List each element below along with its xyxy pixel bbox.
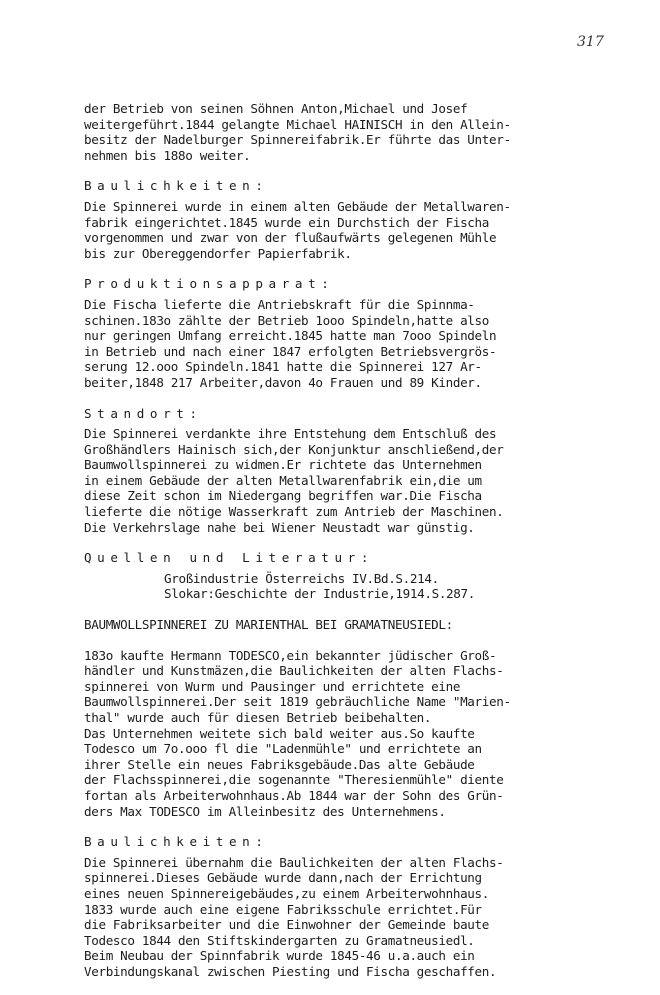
text-line: Verbindungskanal zwischen Piesting und Fischa geschaffen. [84, 963, 497, 979]
text-line: Die Spinnerei übernahm die Baulichkeiten der alten Flachs- [84, 854, 504, 870]
section-heading-standort: Standort: [84, 405, 203, 421]
text-line: die Fabriksarbeiter und die Einwohner der Gemeinde baute [84, 917, 489, 933]
baulichkeiten-2-paragraph [84, 855, 604, 980]
text-line: Todesco um 7o.ooo fl die "Ladenmühle" und errichtete an [84, 741, 482, 757]
text-line: Baumwollspinnerei.Der seit 1819 gebräuchliche Name "Marien- [84, 694, 511, 710]
text-line: Die Spinnerei verdankte ihre Entstehung dem Entschluß des [84, 426, 497, 442]
citation-line: Slokar:Geschichte der Industrie,1914.S.287. [164, 586, 475, 602]
text-line: 1833 wurde auch eine eigene Fabriksschule errichtet.Für [84, 901, 482, 917]
text-line: nehmen bis 188o weiter. [84, 147, 251, 163]
text-line: Das Unternehmen weitete sich bald weiter aus.So kaufte [84, 725, 475, 741]
text-line: Baumwollspinnerei zu widmen.Er richtete das Unternehmen [84, 457, 482, 473]
section-heading-produktionsapparat: Produktionsapparat: [84, 276, 335, 292]
text-line: in Betrieb und nach einer 1847 erfolgten Betriebsvergrös- [84, 343, 497, 359]
standort-paragraph [84, 426, 604, 535]
text-line: händler und Kunstmäzen,die Baulichkeiten der alten Flachs- [84, 663, 504, 679]
text-line: Todesco 1844 den Stiftskindergarten zu Gramatneusiedl. [84, 932, 475, 948]
text-line: ihrer Stelle ein neues Fabriksgebäude.Das alte Gebäude [84, 756, 475, 772]
text-line: spinnerei.Dieses Gebäude wurde dann,nach der Errichtung [84, 870, 482, 886]
text-line: spinnerei von Wurm und Pausinger und errichtete eine [84, 678, 461, 694]
text-line: Beim Neubau der Spinnfabrik wurde 1845-46 u.a.auch ein [84, 948, 475, 964]
text-line: serung 12.ooo Spindeln.1841 hatte die Spinnerei 127 Ar- [84, 359, 482, 375]
document-body [84, 101, 604, 995]
text-line: weitergeführt.1844 gelangte Michael HAINISCH in den Allein- [84, 116, 511, 132]
text-line: fabrik eingerichtet.1845 wurde ein Durchstich der Fischa [84, 214, 489, 230]
text-line: beiter,1848 217 Arbeiter,davon 4o Frauen und 89 Kinder. [84, 374, 482, 390]
chapter-title: BAUMWOLLSPINNEREI ZU MARIENTHAL BEI GRAMATNEUSIEDL: [84, 617, 453, 633]
text-line: Die Fischa lieferte die Antriebskraft für die Spinnma- [84, 296, 475, 312]
marienthal-paragraph [84, 648, 604, 820]
intro-paragraph [84, 101, 604, 163]
produktionsapparat-paragraph [84, 297, 604, 391]
text-line: in einem Gebäude der alten Metallwarenfabrik ein,die um [84, 472, 482, 488]
citation-line: Großindustrie Österreichs IV.Bd.S.214. [164, 570, 439, 586]
text-line: Die Verkehrslage nahe bei Wiener Neustadt war günstig. [84, 519, 475, 535]
baulichkeiten-paragraph [84, 199, 604, 261]
text-line: schinen.183o zählte der Betrieb 1ooo Spindeln,hatte also [84, 312, 489, 328]
text-line: ders Max TODESCO im Alleinbesitz des Unternehmens. [84, 803, 446, 819]
quellen-list [84, 571, 604, 602]
text-line: nur geringen Umfang erreicht.1845 hatte man 7ooo Spindeln [84, 328, 497, 344]
text-line: Die Spinnerei wurde in einem alten Gebäude der Metallwaren- [84, 198, 511, 214]
page-number: 317 [577, 34, 604, 50]
section-heading-quellen: Quellen und Literatur: [84, 550, 375, 566]
text-line: 183o kaufte Hermann TODESCO,ein bekannter jüdischer Groß- [84, 647, 497, 663]
text-line: eines neuen Spinnereigebäudes,zu einem Arbeiterwohnhaus. [84, 885, 489, 901]
text-line: thal" wurde auch für diesen Betrieb beibehalten. [84, 710, 432, 725]
text-line: der Flachsspinnerei,die sogenannte "Theresienmühle" diente [84, 772, 504, 788]
text-line: fortan als Arbeiterwohnhaus.Ab 1844 war der Sohn des Grün- [84, 787, 504, 803]
text-line: Großhändlers Hainisch sich,der Konjunktur anschließend,der [84, 441, 504, 457]
section-heading-baulichkeiten-2: Baulichkeiten: [84, 834, 269, 850]
text-line: bis zur Obereggendorfer Papierfabrik. [84, 245, 352, 261]
text-line: besitz der Nadelburger Spinnereifabrik.Er führte das Unter- [84, 132, 511, 148]
section-heading-baulichkeiten: Baulichkeiten: [84, 178, 269, 194]
text-line: diese Zeit schon im Niedergang begriffen war.Die Fischa [84, 488, 482, 504]
text-line: der Betrieb von seinen Söhnen Anton,Michael und Josef [84, 101, 468, 116]
text-line: vorgenommen und zwar von der flußaufwärts gelegenen Mühle [84, 230, 497, 246]
text-line: lieferte die nötige Wasserkraft zum Antrieb der Maschinen. [84, 504, 504, 520]
